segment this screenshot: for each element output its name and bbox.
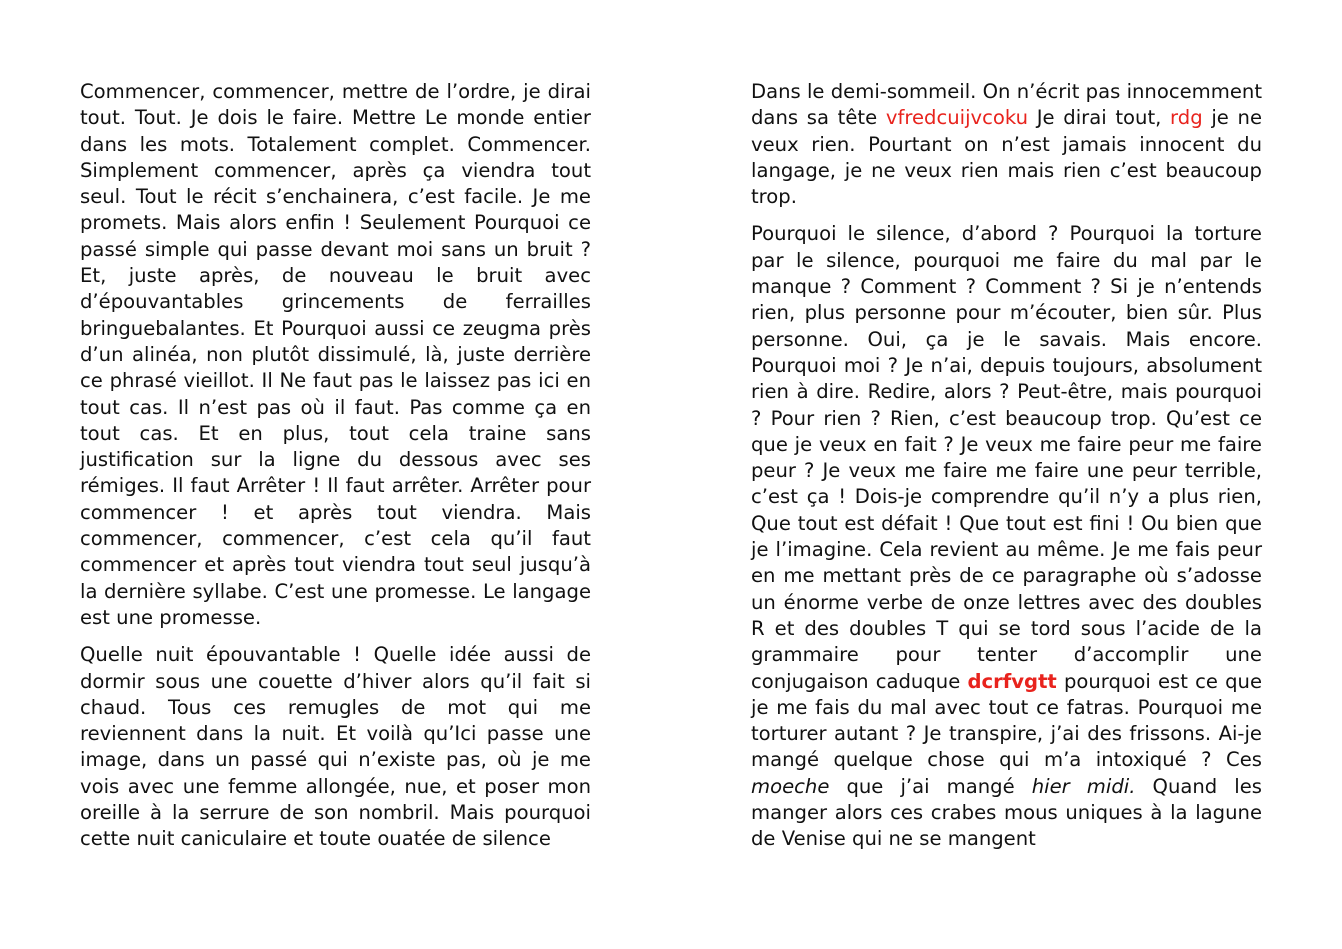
text-run: Je dirai tout, <box>1028 106 1171 130</box>
right-paragraph-2 <box>751 221 1262 852</box>
italic-phrase-hier-midi: hier midi. <box>1031 774 1136 798</box>
italic-word-moeche: moeche <box>751 774 830 798</box>
red-garbled-word-3: dcrfvgtt <box>967 669 1057 693</box>
red-garbled-word-2: rdg <box>1170 106 1203 130</box>
text-run: que j’ai mangé <box>829 774 1032 798</box>
left-page-text <box>80 79 591 864</box>
left-paragraph-2: Quelle nuit épouvantable ! Quelle idée aussi de dormir sous une couette d’hiver alors qu’il fait si chaud. Tous ces remugles de mot qui me reviennent dans la nuit. Et voilà qu’Ici passe une image, dans un passé qui n’existe pas, où je me vois avec une femme allongée, nue, et poser mon oreille à la serrure de son nombril. Mais pourquoi cette nuit caniculaire et toute ouatée de silence <box>80 643 591 851</box>
text-run: je ne veux rien. Pourtant on n’est jamais innocent du langage, je ne veux rien mais rien c’est beaucoup trop. <box>751 106 1262 209</box>
red-garbled-word-1: vfredcuijvcoku <box>885 106 1029 130</box>
text-run: Dans le demi-sommeil. On n’écrit pas innocemment dans sa tête <box>751 80 1262 130</box>
text-run: Quand les manger alors ces crabes mous uniques à la lagune de Venise qui ne se mangent <box>751 774 1263 851</box>
text-run: Pourquoi le silence, d’abord ? Pourquoi la torture par le silence, pourquoi me faire du mal par le manque ? Comment ? Comment ? Si je n’entends rien, plus personne pour m’écouter, bien sûr. Plus personne. Oui, ça je le savais. Mais encore. Pourquoi moi ? Je n’ai, depuis toujours, absolument rien à dire. Redire, alors ? Peut-être, mais pourquoi ? Pour rien ? Rien, c’est beaucoup trop. Qu’est ce que je veux en fait ? Je veux me faire peur me faire peur ? Je veux me faire me faire une peur terrible, c’est ça ! Dois-je comprendre qu’il n’y a plus rien, Que tout est défait ! Que tout est fini ! Ou bien que je l’imagine. Cela revient au même. Je me fais peur en me mettant près de ce paragraphe où s’adosse un énorme verbe de onze lettres avec des doubles R et des doubles T qui se tord sous l’acide de la grammaire pour tenter d’accomplir une conjugaison caduque <box>751 222 1262 693</box>
left-paragraph-1: Commencer, commencer, mettre de l’ordre, je dirai tout. Tout. Je dois le faire. Mettre Le monde entier dans les mots. Totalement complet. Commencer. Simplement commencer, après ça viendra tout seul. Tout le récit s’enchainera, c’est facile. Je me promets. Mais alors enfin ! Seulement Pourquoi ce passé simple qui passe devant moi sans un bruit ? Et, juste après, de nouveau le bruit avec d’épouvantables grincements de ferrailles bringuebalantes. Et Pourquoi aussi ce zeugma près d’un alinéa, non plutôt dissimulé, là, juste derrière ce phrasé vieillot. Il Ne faut pas le laissez pas ici en tout cas. Il n’est pas où il faut. Pas comme ça en tout cas. Et en plus, tout cela traine sans justification sur la ligne du dessous avec ses rémiges. Il faut Arrêter ! Il faut arrêter. Arrêter pour commencer ! et après tout viendra. Mais commencer, commencer, c’est cela qu’il faut commencer et après tout viendra tout seul jusqu’à la dernière syllabe. C’est une promesse. Le langage est une promesse. <box>80 80 591 629</box>
text-run: pourquoi est ce que je me fais du mal avec tout ce fatras. Pourquoi me torturer autant ? Je transpire, j’ai des frissons. Ai-je mangé quelque chose qui m’a intoxiqué ? Ces <box>751 669 1262 772</box>
right-page-text <box>751 79 1262 864</box>
right-paragraph-1 <box>751 79 1262 210</box>
